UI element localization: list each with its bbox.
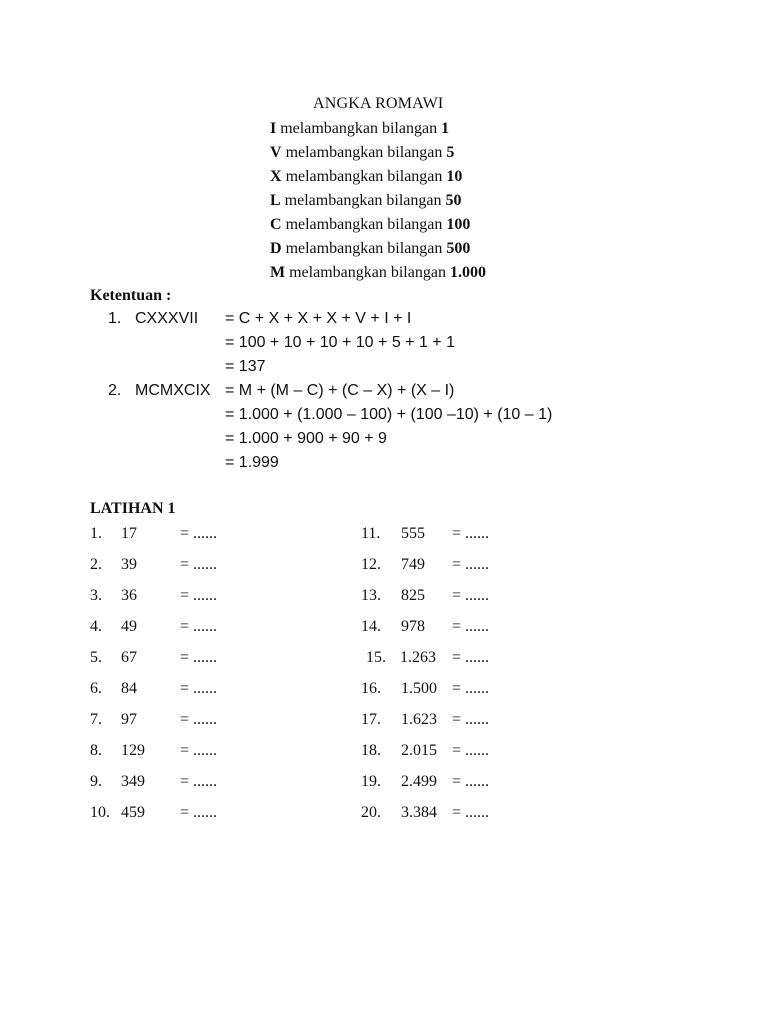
exercise-number: 10. bbox=[90, 804, 110, 821]
exercise-answer-blank: = ...... bbox=[452, 618, 490, 635]
exercise-number: 19. bbox=[361, 773, 381, 790]
exercise-value: 349 bbox=[121, 773, 145, 790]
exercise-value: 17 bbox=[121, 525, 137, 542]
ketentuan-heading: Ketentuan : bbox=[90, 287, 172, 304]
exercise-row bbox=[90, 710, 290, 741]
roman-symbol: I bbox=[270, 120, 277, 137]
exercise-answer-blank: = ...... bbox=[452, 804, 490, 821]
symbol-text: melambangkan bilangan bbox=[285, 264, 450, 281]
symbol-text: melambangkan bilangan bbox=[281, 144, 447, 161]
exercise-value: 2.015 bbox=[401, 742, 437, 759]
symbol-row bbox=[270, 215, 486, 239]
roman-symbol: V bbox=[270, 144, 282, 161]
exercise-row bbox=[361, 617, 561, 648]
exercise-row bbox=[361, 586, 561, 617]
exercise-value: 84 bbox=[121, 680, 137, 697]
symbol-text: melambangkan bilangan bbox=[281, 216, 447, 233]
roman-symbol: C bbox=[270, 216, 282, 233]
exercise-number: 9. bbox=[90, 773, 102, 790]
symbol-row bbox=[270, 143, 486, 167]
rule-expression: = M + (M – C) + (C – X) + (X – I) bbox=[225, 382, 455, 399]
exercise-value: 1.500 bbox=[401, 680, 437, 697]
symbol-value: 10 bbox=[446, 168, 463, 185]
page-title: ANGKA ROMAWI bbox=[313, 95, 444, 112]
symbol-value: 500 bbox=[446, 240, 471, 257]
exercise-number: 5. bbox=[90, 649, 102, 666]
exercise-number: 13. bbox=[361, 587, 381, 604]
roman-symbol: L bbox=[270, 192, 281, 209]
exercise-number: 16. bbox=[361, 680, 381, 697]
exercise-value: 97 bbox=[121, 711, 137, 728]
exercise-answer-blank: = ...... bbox=[452, 525, 490, 542]
exercise-row bbox=[90, 555, 290, 586]
exercise-value: 978 bbox=[401, 618, 425, 635]
roman-symbol: M bbox=[270, 264, 286, 281]
exercise-value: 36 bbox=[121, 587, 137, 604]
exercise-answer-blank: = ...... bbox=[452, 711, 490, 728]
exercise-number: 7. bbox=[90, 711, 102, 728]
symbol-value: 1 bbox=[441, 120, 450, 137]
exercise-answer-blank: = ...... bbox=[452, 556, 490, 573]
symbol-text: melambangkan bilangan bbox=[281, 240, 447, 257]
exercise-row bbox=[361, 772, 561, 803]
exercise-row bbox=[90, 803, 290, 834]
symbol-row bbox=[270, 191, 486, 215]
exercise-row bbox=[90, 586, 290, 617]
exercise-answer-blank: = ...... bbox=[180, 804, 218, 821]
rule-roman-numeral: CXXXVII bbox=[135, 310, 199, 327]
exercise-answer-blank: = ...... bbox=[452, 649, 490, 666]
exercise-answer-blank: = ...... bbox=[180, 525, 218, 542]
exercise-answer-blank: = ...... bbox=[452, 587, 490, 604]
exercise-value: 749 bbox=[401, 556, 425, 573]
exercise-answer-blank: = ...... bbox=[180, 587, 218, 604]
exercise-value: 1.623 bbox=[401, 711, 437, 728]
exercise-answer-blank: = ...... bbox=[452, 680, 490, 697]
exercise-number: 18. bbox=[361, 742, 381, 759]
exercise-number: 2. bbox=[90, 556, 102, 573]
symbol-text: melambangkan bilangan bbox=[281, 168, 447, 185]
symbol-value: 100 bbox=[446, 216, 471, 233]
rule-number: 2. bbox=[108, 382, 122, 399]
exercise-number: 15. bbox=[366, 649, 386, 666]
symbol-value: 5 bbox=[446, 144, 455, 161]
exercise-column-left bbox=[90, 524, 290, 834]
exercise-row bbox=[361, 648, 561, 679]
exercise-number: 17. bbox=[361, 711, 381, 728]
exercise-row bbox=[90, 648, 290, 679]
exercise-value: 3.384 bbox=[401, 804, 437, 821]
exercise-answer-blank: = ...... bbox=[452, 742, 490, 759]
symbol-list bbox=[270, 119, 486, 287]
rule-number: 1. bbox=[108, 310, 122, 327]
exercise-row bbox=[361, 555, 561, 586]
rule-expression: = 1.999 bbox=[225, 454, 279, 471]
exercise-column-right bbox=[361, 524, 561, 834]
roman-symbol: D bbox=[270, 240, 282, 257]
exercise-row bbox=[90, 772, 290, 803]
exercise-answer-blank: = ...... bbox=[180, 618, 218, 635]
exercise-number: 1. bbox=[90, 525, 102, 542]
exercise-row bbox=[361, 710, 561, 741]
exercise-number: 6. bbox=[90, 680, 102, 697]
exercise-heading: LATIHAN 1 bbox=[90, 500, 176, 517]
exercise-answer-blank: = ...... bbox=[180, 711, 218, 728]
exercise-answer-blank: = ...... bbox=[180, 649, 218, 666]
rule-expression: = 1.000 + 900 + 90 + 9 bbox=[225, 430, 387, 447]
exercise-answer-blank: = ...... bbox=[180, 680, 218, 697]
rule-expression: = 1.000 + (1.000 – 100) + (100 –10) + (10 – 1) bbox=[225, 406, 553, 423]
exercise-value: 129 bbox=[121, 742, 145, 759]
exercise-row bbox=[90, 741, 290, 772]
exercise-number: 20. bbox=[361, 804, 381, 821]
symbol-value: 1.000 bbox=[449, 264, 486, 281]
exercise-value: 825 bbox=[401, 587, 425, 604]
symbol-text: melambangkan bilangan bbox=[276, 120, 442, 137]
symbol-row bbox=[270, 239, 486, 263]
symbol-row bbox=[270, 263, 486, 287]
exercise-answer-blank: = ...... bbox=[452, 773, 490, 790]
exercise-row bbox=[361, 803, 561, 834]
exercise-row bbox=[90, 524, 290, 555]
exercise-value: 1.263 bbox=[400, 649, 436, 666]
exercise-value: 459 bbox=[121, 804, 145, 821]
rule-expression: = C + X + X + X + V + I + I bbox=[225, 310, 412, 327]
rule-expression: = 137 bbox=[225, 358, 266, 375]
exercise-row bbox=[361, 741, 561, 772]
exercise-row bbox=[90, 679, 290, 710]
symbol-text: melambangkan bilangan bbox=[280, 192, 446, 209]
exercise-number: 12. bbox=[361, 556, 381, 573]
exercise-answer-blank: = ...... bbox=[180, 742, 218, 759]
exercise-row bbox=[361, 524, 561, 555]
exercise-number: 8. bbox=[90, 742, 102, 759]
exercise-answer-blank: = ...... bbox=[180, 773, 218, 790]
exercise-value: 2.499 bbox=[401, 773, 437, 790]
symbol-value: 50 bbox=[445, 192, 462, 209]
exercise-number: 3. bbox=[90, 587, 102, 604]
exercise-value: 39 bbox=[121, 556, 137, 573]
rule-expression: = 100 + 10 + 10 + 10 + 5 + 1 + 1 bbox=[225, 334, 455, 351]
rule-roman-numeral: MCMXCIX bbox=[135, 382, 211, 399]
symbol-row bbox=[270, 119, 486, 143]
roman-symbol: X bbox=[270, 168, 282, 185]
exercise-value: 555 bbox=[401, 525, 425, 542]
exercise-number: 11. bbox=[361, 525, 381, 542]
exercise-row bbox=[90, 617, 290, 648]
exercise-number: 14. bbox=[361, 618, 381, 635]
exercise-answer-blank: = ...... bbox=[180, 556, 218, 573]
exercise-value: 49 bbox=[121, 618, 137, 635]
exercise-row bbox=[361, 679, 561, 710]
symbol-row bbox=[270, 167, 486, 191]
exercise-value: 67 bbox=[121, 649, 137, 666]
exercise-number: 4. bbox=[90, 618, 102, 635]
